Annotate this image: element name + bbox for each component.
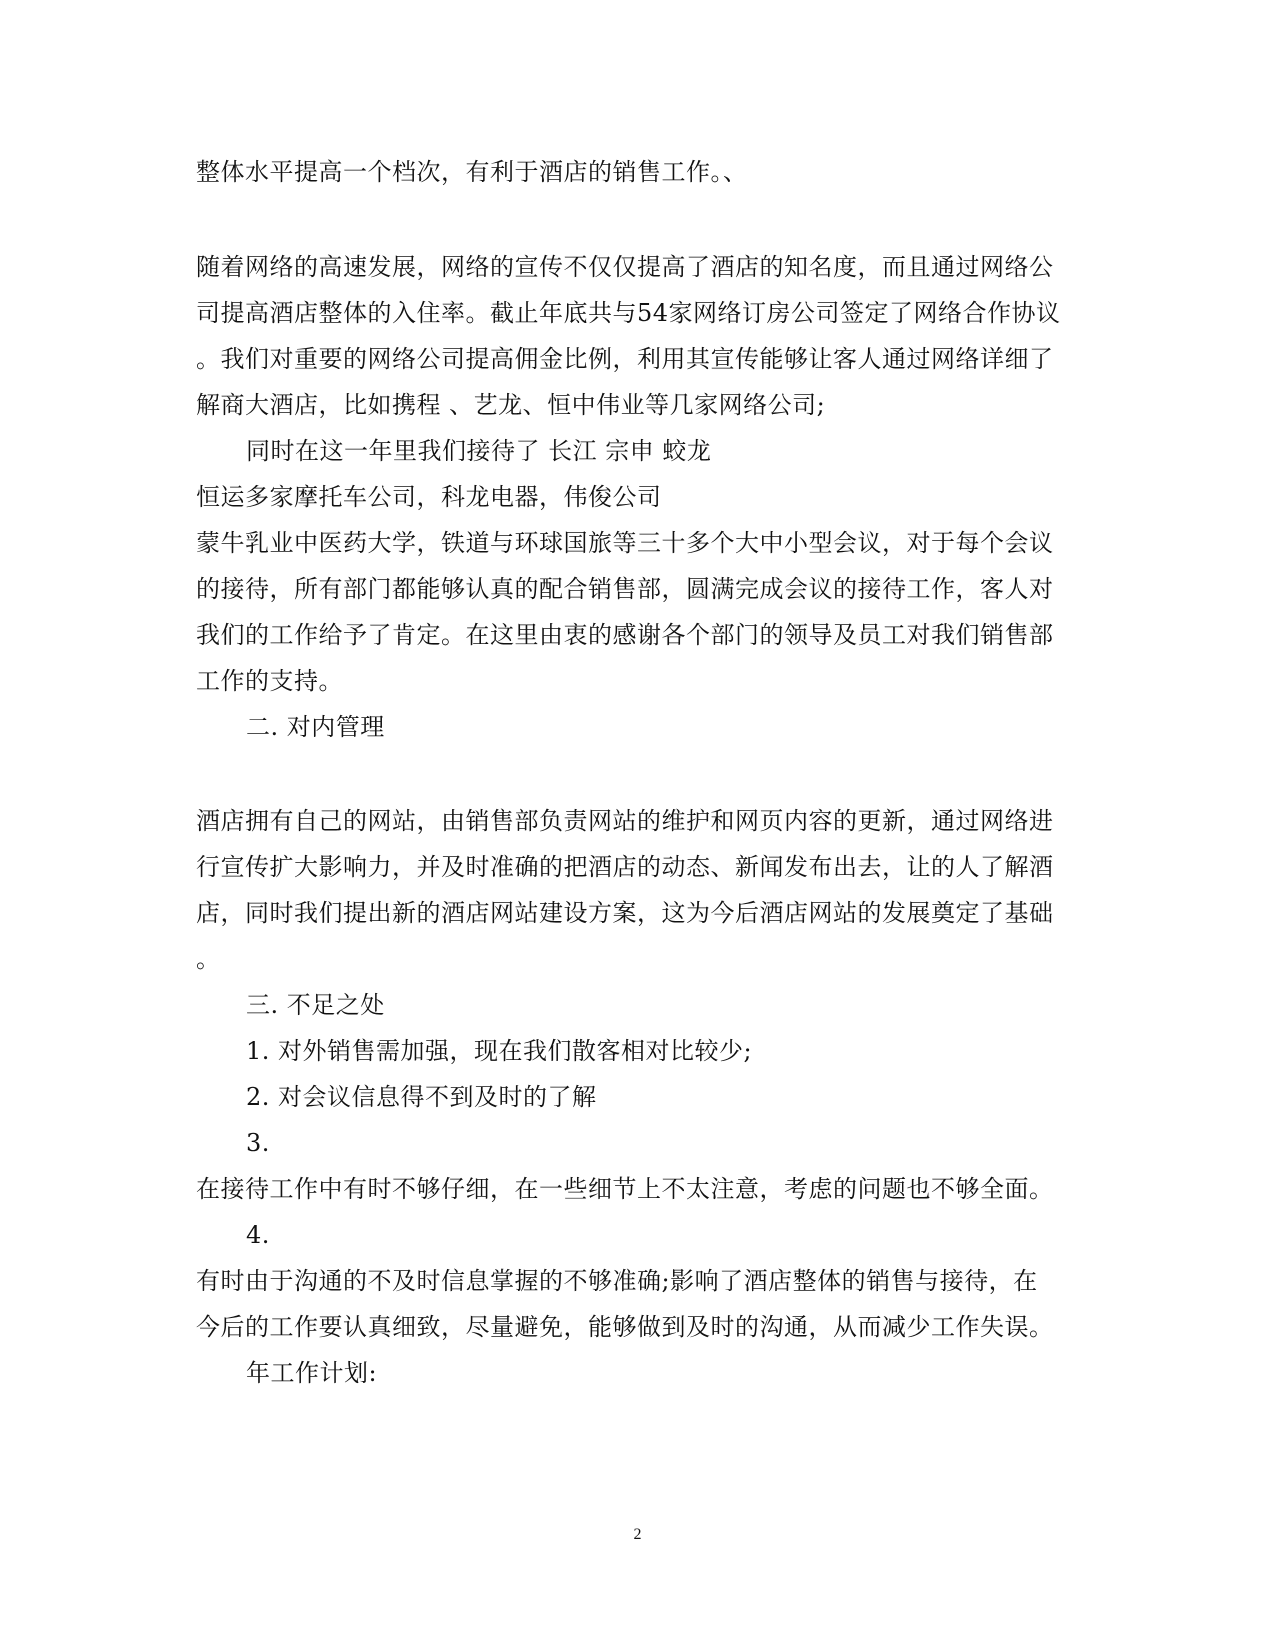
paragraph-line: 随着网络的高速发展，网络的宣传不仅仅提高了酒店的知名度，而且通过网络公 bbox=[196, 253, 1054, 281]
page-number: 2 bbox=[633, 1526, 642, 1543]
paragraph-line: 蒙牛乳业中医药大学，铁道与环球国旅等三十多个大中小型会议，对于每个会议 bbox=[196, 529, 1054, 557]
paragraph-line: 。我们对重要的网络公司提高佣金比例，利用其宣传能够让客人通过网络详细了 bbox=[196, 345, 1054, 373]
paragraph-line: 我们的工作给予了肯定。在这里由衷的感谢各个部门的领导及员工对我们销售部 bbox=[196, 621, 1054, 649]
list-item: 今后的工作要认真细致，尽量避免，能够做到及时的沟通，从而减少工作失误。 bbox=[196, 1313, 1054, 1341]
list-item: 2. 对会议信息得不到及时的了解 bbox=[246, 1083, 597, 1111]
paragraph-line: 的接待，所有部门都能够认真的配合销售部，圆满完成会议的接待工作，客人对 bbox=[196, 575, 1054, 603]
paragraph-line: 解商大酒店，比如携程 、艺龙、恒中伟业等几家网络公司; bbox=[196, 391, 826, 419]
section-heading: 二. 对内管理 bbox=[246, 713, 385, 741]
section-heading: 年工作计划: bbox=[246, 1359, 378, 1387]
paragraph-line: 酒店拥有自己的网站，由销售部负责网站的维护和网页内容的更新，通过网络进 bbox=[196, 807, 1054, 835]
paragraph-line: 工作的支持。 bbox=[196, 667, 343, 695]
paragraph-line: 恒运多家摩托车公司，科龙电器，伟俊公司 bbox=[196, 483, 662, 511]
list-item: 1. 对外销售需加强，现在我们散客相对比较少; bbox=[246, 1037, 753, 1065]
list-item-number: 4. bbox=[246, 1221, 270, 1249]
list-item: 在接待工作中有时不够仔细，在一些细节上不太注意，考虑的问题也不够全面。 bbox=[196, 1175, 1054, 1203]
list-item: 有时由于沟通的不及时信息掌握的不够准确;影响了酒店整体的销售与接待，在 bbox=[196, 1267, 1038, 1295]
section-heading: 三. 不足之处 bbox=[246, 991, 385, 1019]
paragraph-line: 。 bbox=[196, 945, 221, 973]
paragraph-line: 司提高酒店整体的入住率。截止年底共与54家网络订房公司签定了网络合作协议 bbox=[196, 299, 1061, 327]
paragraph-line: 行宣传扩大影响力，并及时准确的把酒店的动态、新闻发布出去，让的人了解酒 bbox=[196, 853, 1054, 881]
list-item-number: 3. bbox=[246, 1129, 270, 1157]
paragraph-line: 整体水平提高一个档次，有利于酒店的销售工作。、 bbox=[196, 158, 748, 186]
paragraph-line: 店，同时我们提出新的酒店网站建设方案，这为今后酒店网站的发展奠定了基础 bbox=[196, 899, 1054, 927]
paragraph-line: 同时在这一年里我们接待了 长江 宗申 蛟龙 bbox=[246, 437, 712, 465]
